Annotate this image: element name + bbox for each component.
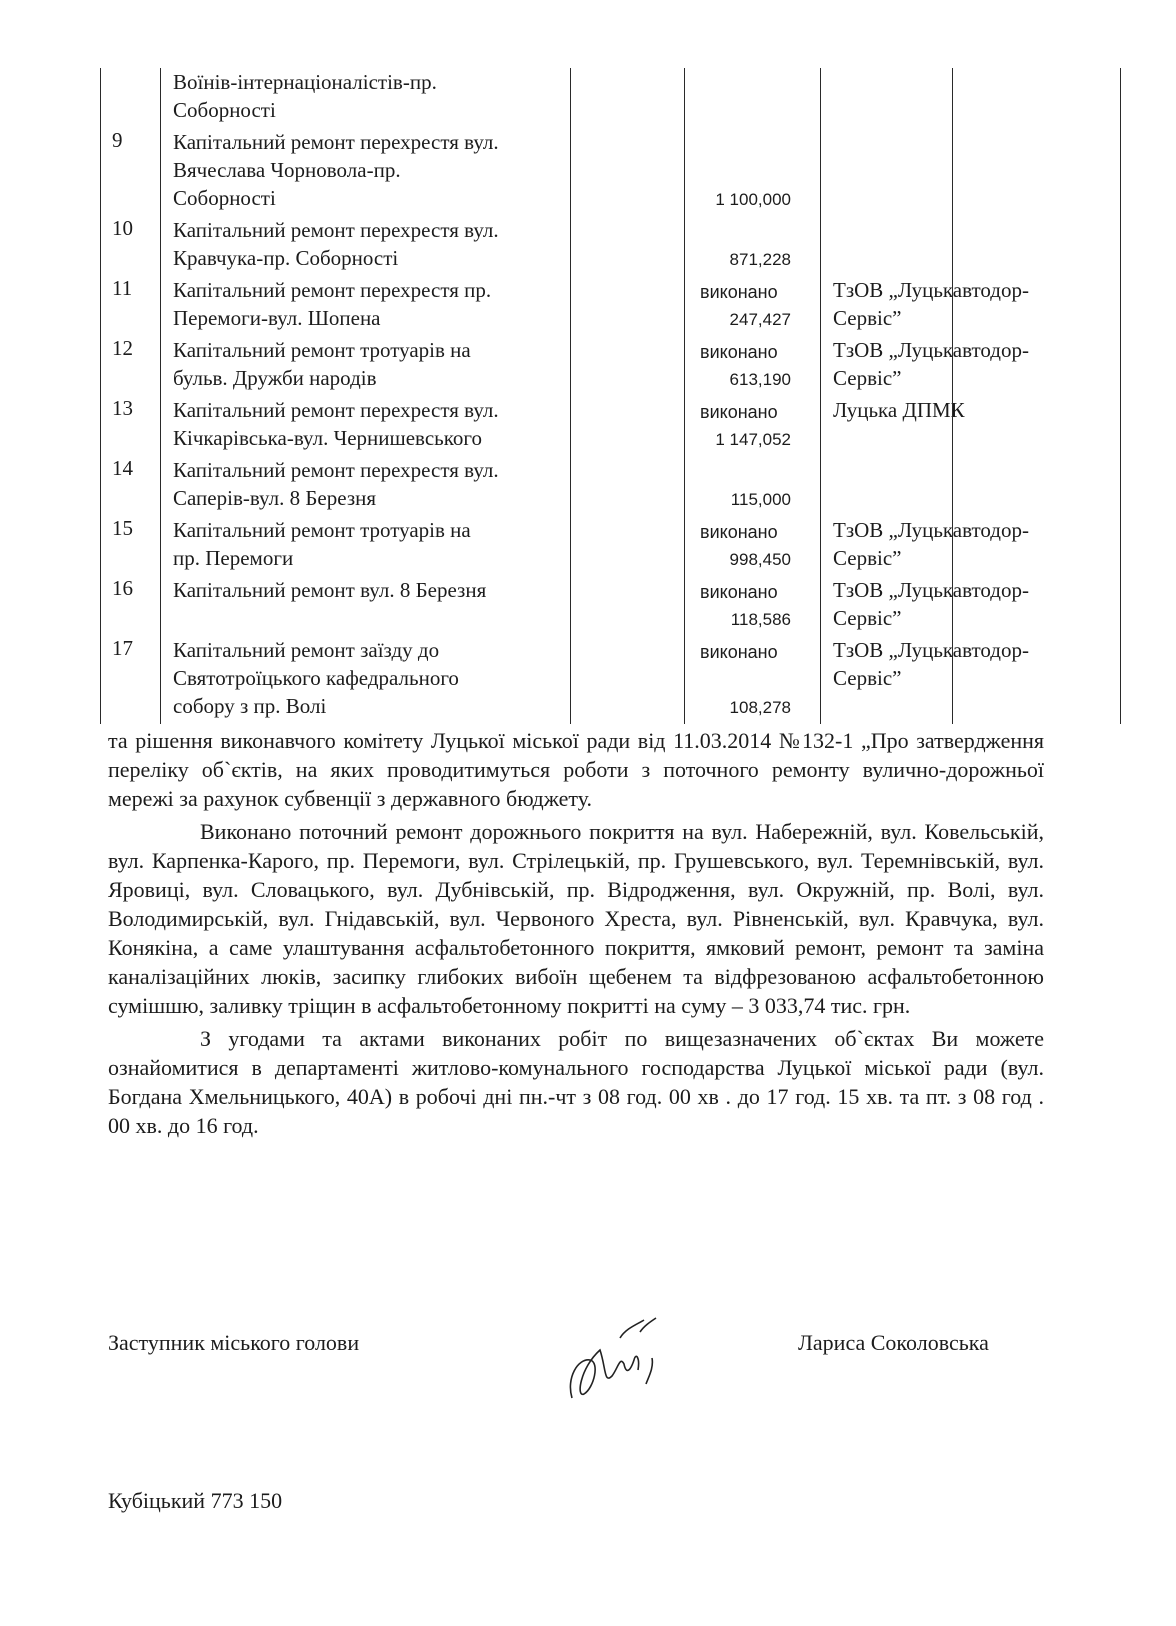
row-sum: 998,450 — [729, 550, 791, 569]
row-status: виконано — [700, 642, 778, 662]
row-number: 11 — [112, 276, 133, 300]
row-object-name — [173, 216, 568, 272]
object-name-line: Капітальний ремонт перехрестя пр. — [173, 278, 492, 302]
table-column-rule — [952, 68, 953, 724]
executor-line: Кубіцький 773 150 — [108, 1488, 283, 1513]
contractor-line: Луцька ДПМК — [833, 398, 965, 422]
object-name-line: Капітальний ремонт вул. 8 Березня — [173, 578, 487, 602]
row-sum: 118,586 — [730, 610, 791, 629]
row-status: виконано — [700, 522, 778, 542]
row-number: 10 — [112, 216, 133, 240]
signatory-role: Заступник міського голови — [108, 1330, 360, 1355]
object-name-line: Саперів-вул. 8 Березня — [173, 486, 377, 510]
object-name-line: бульв. Дружби народів — [173, 366, 377, 390]
row-sum: 613,190 — [729, 370, 791, 389]
row-object-name — [173, 396, 568, 452]
row-object-name — [173, 68, 568, 124]
table-row — [100, 516, 1120, 574]
table-row — [100, 276, 1120, 334]
row-object-name — [173, 128, 568, 212]
row-sum: 871,228 — [729, 250, 791, 269]
object-name-line: Капітальний ремонт перехрестя вул. — [173, 458, 499, 482]
row-number: 15 — [112, 516, 133, 540]
table-row — [100, 128, 1120, 214]
table-column-rule — [820, 68, 821, 724]
row-sum: 1 147,052 — [715, 430, 791, 449]
paragraph-documents-access: З угодами та актами виконаних робіт по вищезазначених об`єктах Ви можете ознайомитися в департаменті житлово-комунального господарства Луцької міської ради (вул. Богдана Хмельницького, 40А) в робочі дні пн.-чт з 08 год. 00 хв . до 17 год. 15 хв. та пт. з 08 год . 00 хв. до 16 год. — [108, 1026, 1044, 1138]
object-name-line: Капітальний ремонт заїзду до — [173, 638, 440, 662]
object-name-line: Перемоги-вул. Шопена — [173, 306, 381, 330]
table-column-rule — [684, 68, 685, 724]
row-number: 16 — [112, 576, 133, 600]
row-status: виконано — [700, 402, 778, 422]
contractor-line: ТзОВ „Луцькавтодор- — [833, 638, 1029, 662]
contractor-line: ТзОВ „Луцькавтодор- — [833, 338, 1029, 362]
contractor-line: Сервіс” — [833, 666, 902, 690]
object-name-line: Капітальний ремонт перехрестя вул. — [173, 218, 499, 242]
object-name-line: Вячеслава Чорновола-пр. — [173, 158, 401, 182]
object-name-line: Соборності — [173, 186, 276, 210]
object-name-line: Кічкарівська-вул. Чернишевського — [173, 426, 482, 450]
object-name-line: Капітальний ремонт тротуарів на — [173, 518, 471, 542]
contractor-line: Сервіс” — [833, 606, 902, 630]
row-number: 13 — [112, 396, 133, 420]
row-sum: 1 100,000 — [715, 190, 791, 209]
row-object-name — [173, 456, 568, 512]
contractor-line: ТзОВ „Луцькавтодор- — [833, 518, 1029, 542]
row-number: 14 — [112, 456, 133, 480]
row-contractor — [833, 576, 1123, 632]
row-sum: 115,000 — [730, 490, 791, 509]
object-name-line: собору з пр. Волі — [173, 694, 327, 718]
table-row — [100, 336, 1120, 394]
contractor-line: ТзОВ „Луцькавтодор- — [833, 578, 1029, 602]
contractor-line: Сервіс” — [833, 366, 902, 390]
contractor-line: Сервіс” — [833, 546, 902, 570]
paragraph-current-repairs: Виконано поточний ремонт дорожнього покриття на вул. Набережній, вул. Ковельській, вул. Карпенка-Карого, пр. Перемоги, вул. Стрілецькій, пр. Грушевського, вул. Теремнівській, вул. Яровиці, вул. Словацького, вул. Дубнівській, пр. Відродження, вул. Окружній, пр. Волі, вул. Володимирській, вул. Гнідавській, вул. Червоного Хреста, вул. Рівненській, вул. Кравчука, вул. Конякіна, а саме улаштування асфальтобетонного покриття, ямковий ремонт, ремонт та заміна каналізаційних люків, засипку глибоких вибоїн щебенем та відфрезованою асфальтобетонною сумішшю, заливку тріщин в асфальтобетонному покритті на суму – 3 033,74 тис. грн. — [108, 819, 1044, 1018]
row-status: виконано — [700, 582, 778, 602]
table-column-rule — [160, 68, 161, 724]
table-row — [100, 576, 1120, 634]
object-name-line: Святотроїцького кафедрального — [173, 666, 459, 690]
table-row — [100, 456, 1120, 514]
row-object-name — [173, 336, 568, 392]
table-column-rule — [1120, 68, 1121, 724]
handwritten-signature — [560, 1298, 670, 1418]
contractor-line: ТзОВ „Луцькавтодор- — [833, 278, 1029, 302]
table-row — [100, 68, 1120, 126]
row-object-name — [173, 636, 568, 720]
body-text — [108, 726, 1044, 1140]
object-name-line: Капітальний ремонт перехрестя вул. — [173, 398, 499, 422]
object-name-line: Соборності — [173, 98, 276, 122]
row-status: виконано — [700, 342, 778, 362]
row-contractor — [833, 336, 1123, 392]
table-row — [100, 216, 1120, 274]
table-row — [100, 396, 1120, 454]
row-object-name — [173, 576, 568, 604]
paragraph-decision-reference: та рішення виконавчого комітету Луцької міської ради від 11.03.2014 №132-1 „Про затвердження переліку об`єктів, на яких проводитимуться роботи з поточного ремонту вулично-дорожньої мережі за рахунок субвенції з державного бюджету. — [108, 728, 1044, 811]
signatory-name: Лариса Соколовська — [798, 1330, 989, 1355]
object-name-line: Капітальний ремонт тротуарів на — [173, 338, 471, 362]
row-number: 17 — [112, 636, 133, 660]
object-name-line: Капітальний ремонт перехрестя вул. — [173, 130, 499, 154]
row-contractor — [833, 516, 1123, 572]
object-name-line: Кравчука-пр. Соборності — [173, 246, 399, 270]
object-name-line: пр. Перемоги — [173, 546, 294, 570]
row-sum: 108,278 — [729, 698, 791, 717]
row-number: 9 — [112, 128, 123, 152]
row-status: виконано — [700, 282, 778, 302]
row-object-name — [173, 276, 568, 332]
object-name-line: Воїнів-інтернаціоналістів-пр. — [173, 70, 437, 94]
row-contractor — [833, 396, 1123, 424]
row-sum: 247,427 — [729, 310, 791, 329]
row-number: 12 — [112, 336, 133, 360]
row-object-name — [173, 516, 568, 572]
table-column-rule — [100, 68, 101, 724]
row-contractor — [833, 276, 1123, 332]
table-column-rule — [570, 68, 571, 724]
contractor-line: Сервіс” — [833, 306, 902, 330]
row-contractor — [833, 636, 1123, 692]
table-row — [100, 636, 1120, 722]
